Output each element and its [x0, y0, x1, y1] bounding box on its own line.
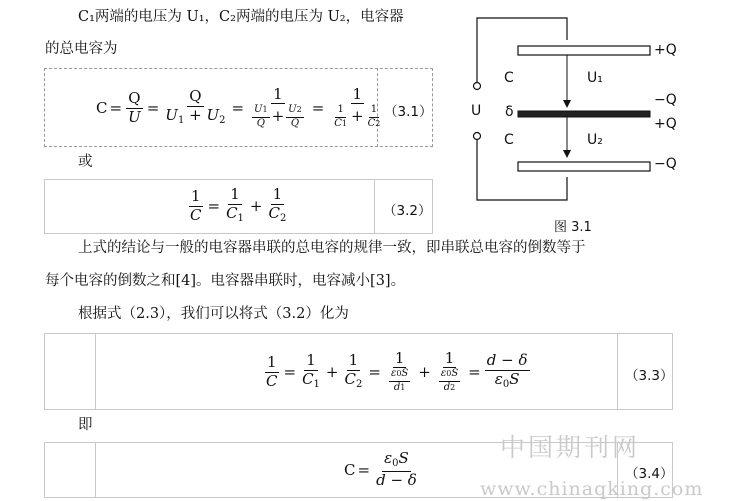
eq31-number: （3.1） — [384, 104, 433, 120]
eq33-formula: $\frac{1}{C}$ = $\frac{1}{C_1}$ + $\frac{1}{C_2}$ = $\frac{1}{\frac{\varepsilon 0S}{d1}}$ + $\frac{1}{\frac{\varepsilon 0S}{d2}}$ = $\frac{d - \delta}{\varepsilon_0S}$ — [266, 348, 528, 393]
figure-wiring — [474, 18, 568, 200]
terminal-bottom — [474, 133, 481, 140]
eq33-number: （3.3） — [625, 368, 674, 384]
watermark-cn: 中国期刊网 — [500, 433, 641, 462]
watermark-url: www.chinaqking.com — [480, 478, 704, 500]
para2-line1: 上式的结论与一般的电容器串联的总电容的规律一致，即串联总电容的倒数等于 — [78, 240, 586, 256]
eq33-divider-right — [617, 333, 618, 410]
para1-line1: C₁两端的电压为 U₁，C₂两端的电压为 U₂，电容器 — [78, 9, 404, 25]
label-plus-q-mid: +Q — [654, 116, 677, 132]
eq33-divider-left — [95, 333, 96, 410]
eq32-divider — [374, 179, 375, 234]
capacitor-figure — [440, 10, 690, 230]
eq34-formula: C = $\frac{\varepsilon_0S}{d - \delta}$ — [344, 449, 417, 489]
eq32-formula: $\frac{1}{C}$ = $\frac{1}{C_1}$ + $\frac{1}{C_2}$ — [190, 185, 287, 225]
label-u1: U₁ — [587, 70, 603, 86]
eq31-formula: C = $\frac{Q}{U}$ = $\frac{Q}{U_1 + U_2}$ = 1 $\frac{U1}{Q}$ + $\frac{U2}{Q}$ = 1 $\frac{1}{C1}$ + $\frac{1}{C2}$ — [96, 84, 381, 129]
label-minus-q-mid: −Q — [654, 92, 677, 108]
label-minus-q-bottom: −Q — [654, 156, 677, 172]
arrow-u2 — [563, 117, 571, 158]
label-huo: 或 — [78, 154, 93, 170]
label-delta: δ — [505, 104, 514, 120]
para2-line2: 每个电容的倒数之和[4]。电容器串联时，电容减小[3]。 — [45, 273, 406, 289]
label-u: U — [471, 103, 482, 119]
plate-bottom — [518, 162, 650, 171]
terminal-top — [474, 83, 481, 90]
eq34-divider-left — [95, 442, 96, 498]
label-plus-q-top: +Q — [654, 42, 677, 58]
eq34-number: （3.4） — [625, 466, 674, 482]
arrow-u1 — [563, 55, 571, 108]
para1-line2: 的总电容为 — [45, 41, 118, 57]
label-c-bottom: C — [504, 132, 514, 148]
label-u2: U₂ — [587, 132, 603, 148]
para3: 根据式（2.3），我们可以将式（3.2）化为 — [78, 306, 349, 322]
figure-caption: 图 3.1 — [554, 220, 592, 235]
label-c-top: C — [504, 70, 514, 86]
plate-top — [518, 46, 650, 55]
plate-middle — [518, 111, 650, 117]
label-ji: 即 — [78, 417, 93, 433]
eq32-number: （3.2） — [383, 203, 432, 219]
